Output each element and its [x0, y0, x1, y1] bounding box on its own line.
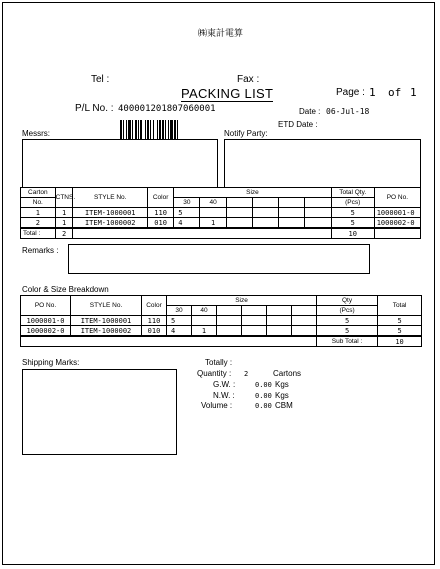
volume-unit: CBM [275, 401, 293, 410]
header-color: Color [147, 188, 173, 208]
subtotal-blank [21, 336, 317, 347]
cell-blank [292, 316, 317, 326]
cell-blank [279, 218, 305, 229]
cell-total: 5 [378, 316, 422, 326]
cell-style: ITEM-1000001 [71, 316, 142, 326]
cell-style: ITEM-1000002 [73, 218, 148, 229]
pl-no-label: P/L No. : [75, 103, 114, 114]
cell-qty: 5 [317, 316, 378, 326]
header-size-blank [217, 306, 242, 316]
cell-blank [305, 218, 331, 229]
header-style: STYLE No. [71, 296, 142, 316]
header-size-blank [305, 198, 331, 208]
cell-blank [226, 218, 252, 229]
shipping-marks-label: Shipping Marks: [22, 358, 80, 367]
cell-color: 010 [147, 218, 173, 229]
header-color: Color [142, 296, 167, 316]
cell-color: 010 [142, 326, 167, 337]
table-row [21, 326, 422, 337]
header-total-qty: Total Qty. [331, 188, 374, 198]
header-size-blank [242, 306, 267, 316]
barcode-bar [168, 120, 169, 139]
barcode-bar [153, 120, 154, 139]
cell-size-30: 5 [174, 208, 200, 218]
company-name: ㈱東計電算 [198, 28, 244, 38]
header-style: STYLE No. [73, 188, 148, 208]
header-size-40: 40 [200, 198, 226, 208]
gw-value: 0.00 [255, 381, 272, 389]
cell-blank [252, 208, 278, 218]
cell-style: ITEM-1000001 [73, 208, 148, 218]
cell-blank [242, 326, 267, 337]
cell-ctns: 1 [55, 218, 73, 229]
packing-list-page [2, 2, 435, 565]
total-qty: 10 [331, 228, 374, 239]
cell-po: 1000001-0 [374, 208, 420, 218]
total-blank [73, 228, 331, 239]
pl-no-value: 400001201807060001 [118, 104, 216, 114]
header-pcs: (Pcs) [317, 306, 378, 316]
cell-size-40 [192, 316, 217, 326]
cell-blank [267, 326, 292, 337]
breakdown-title: Color & Size Breakdown [22, 285, 109, 294]
page-of: of [388, 86, 402, 99]
barcode-bar [120, 120, 122, 139]
notify-party-box [224, 139, 421, 188]
totally-label: Totally : [205, 358, 233, 367]
date-label: Date : [299, 107, 321, 116]
shipping-marks-box [22, 369, 177, 455]
barcode-bar [135, 120, 137, 139]
barcode-bar [177, 120, 178, 139]
packing-header-row-1 [21, 188, 421, 198]
cell-blank [305, 208, 331, 218]
barcode-bar [132, 120, 133, 139]
header-size-blank [252, 198, 278, 208]
cell-ctns: 1 [55, 208, 73, 218]
cell-size-30: 4 [174, 218, 200, 229]
nw-label: N.W. : [213, 391, 235, 400]
total-po-blank [374, 228, 420, 239]
header-size-blank [292, 306, 317, 316]
cell-carton: 2 [21, 218, 56, 229]
cell-total: 5 [378, 326, 422, 337]
header-carton-no: No. [21, 198, 56, 208]
header-po: PO No. [374, 188, 420, 208]
total-label: Total : [21, 228, 56, 239]
cell-total-qty: 5 [331, 218, 374, 229]
quantity-value: 2 [244, 370, 249, 378]
barcode-bar [165, 120, 166, 139]
breakdown-header-row-1 [21, 296, 422, 306]
total-ctns: 2 [55, 228, 73, 239]
header-qty: Qty [317, 296, 378, 306]
header-size: Size [174, 188, 331, 198]
volume-label: Volume : [201, 401, 233, 410]
cell-blank [217, 326, 242, 337]
table-row [21, 316, 422, 326]
remarks-label: Remarks : [22, 246, 59, 255]
barcode-bar [138, 120, 139, 139]
cell-size-30: 5 [167, 316, 192, 326]
header-size-blank [226, 198, 252, 208]
barcode-bar [140, 120, 142, 139]
cell-blank [242, 316, 267, 326]
table-row [21, 218, 421, 229]
messrs-label: Messrs: [22, 129, 50, 138]
barcode-bar [162, 120, 164, 139]
barcode [120, 120, 193, 139]
header-size-40: 40 [192, 306, 217, 316]
nw-unit: Kgs [275, 391, 289, 400]
barcode-bar [123, 120, 124, 139]
barcode-bar [174, 120, 176, 139]
cell-qty: 5 [317, 326, 378, 337]
header-po: PO No. [21, 296, 71, 316]
page-total: 1 [410, 86, 417, 99]
cell-blank [267, 316, 292, 326]
cell-color: 110 [147, 208, 173, 218]
subtotal-value: 10 [378, 336, 422, 347]
cell-blank [217, 316, 242, 326]
fax-label: Fax : [237, 74, 260, 85]
quantity-label: Quantity : [197, 369, 232, 378]
barcode-bar [159, 120, 161, 139]
packing-table [20, 187, 421, 239]
notify-party-label: Notify Party: [224, 129, 268, 138]
page-label: Page : [336, 87, 365, 98]
cell-total-qty: 5 [331, 208, 374, 218]
packing-total-row [21, 228, 421, 239]
cell-size-30: 4 [167, 326, 192, 337]
header-ctns: CTNS. [55, 188, 73, 208]
barcode-bar [150, 120, 151, 139]
cell-po: 1000001-0 [21, 316, 71, 326]
cell-blank [292, 326, 317, 337]
cell-color: 110 [142, 316, 167, 326]
header-carton: Carton [21, 188, 56, 198]
tel-label: Tel : [91, 74, 110, 85]
remarks-box [68, 244, 370, 274]
header-size-30: 30 [167, 306, 192, 316]
cell-blank [226, 208, 252, 218]
header-total: Total [378, 296, 422, 316]
cell-po: 1000002-0 [21, 326, 71, 337]
document-title: PACKING LIST [181, 86, 274, 101]
page-current: 1 [369, 86, 376, 99]
barcode-bar [126, 120, 127, 139]
nw-value: 0.00 [255, 392, 272, 400]
header-size-blank [267, 306, 292, 316]
table-row [21, 208, 421, 218]
barcode-bar [128, 120, 131, 139]
gw-label: G.W. : [213, 380, 236, 389]
cell-blank [252, 218, 278, 229]
breakdown-table [20, 295, 422, 347]
barcode-bar [157, 120, 158, 139]
etd-date-label: ETD Date : [278, 120, 318, 129]
cell-size-40: 1 [192, 326, 217, 337]
header-size: Size [167, 296, 317, 306]
cell-size-40 [200, 208, 226, 218]
subtotal-label: Sub Total : [317, 336, 378, 347]
cell-size-40: 1 [200, 218, 226, 229]
barcode-bar [145, 120, 146, 139]
header-size-30: 30 [174, 198, 200, 208]
breakdown-subtotal-row [21, 336, 422, 347]
volume-value: 0.00 [255, 402, 272, 410]
cell-blank [279, 208, 305, 218]
cell-po: 1000002-0 [374, 218, 420, 229]
quantity-unit: Cartons [273, 369, 302, 378]
header-size-blank [279, 198, 305, 208]
date-value: 06-Jul-18 [326, 107, 370, 116]
barcode-bar [147, 120, 149, 139]
gw-unit: Kgs [275, 380, 289, 389]
barcode-bar [170, 120, 173, 139]
cell-carton: 1 [21, 208, 56, 218]
cell-style: ITEM-1000002 [71, 326, 142, 337]
messrs-box [22, 139, 218, 188]
header-pcs: (Pcs) [331, 198, 374, 208]
